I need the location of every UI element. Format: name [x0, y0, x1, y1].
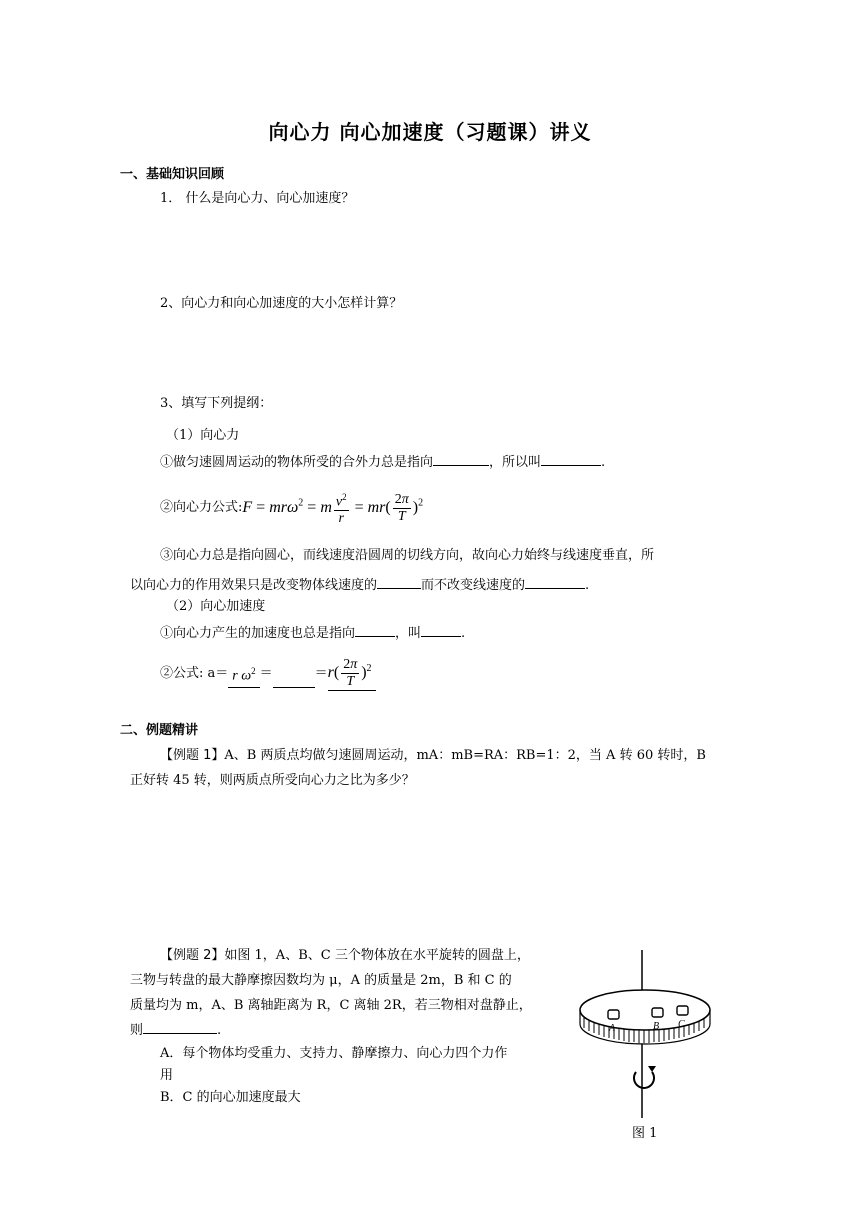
blank-field[interactable] [355, 622, 395, 637]
question-1: 1． 什么是向心力、向心加速度？ [160, 191, 355, 206]
blank-field[interactable] [525, 574, 585, 589]
example-1-tag: 【例题 1】 [160, 748, 225, 763]
figure-caption: 图 1 [632, 1126, 658, 1141]
fraction-2pi-T: $\frac{2\pi}{T}$ [394, 491, 409, 524]
item-4-text-b: ，叫 [395, 626, 422, 641]
section-heading-2: 二、例题精讲 [120, 723, 199, 738]
subheading-centripetal-force: （1）向心力 [166, 428, 240, 443]
accel-formula-a: r $\omega^2$ [228, 660, 259, 689]
fraction-v2-r: $\frac{v^2}{r}$ [334, 489, 349, 528]
blank-field[interactable] [433, 451, 489, 466]
label-b: B [653, 1021, 660, 1032]
section-heading-1: 一、基础知识回顾 [120, 167, 225, 182]
example-2-tag: 【例题 2】 [160, 948, 225, 963]
example-2-text-end: . [217, 1023, 222, 1038]
item-3-text-a: 以向心力的作用效果只是改变物体线速度的 [130, 578, 378, 593]
option-b: B．C 的向心加速度最大 [160, 1090, 301, 1105]
answer-blank[interactable] [143, 1019, 217, 1034]
question-3: 3、填写下列提纲： [160, 396, 273, 411]
item-3-text-c: . [585, 578, 590, 593]
item-4 [160, 622, 465, 645]
item-4-text-a: ①向心力产生的加速度也总是指向 [160, 626, 356, 641]
fraction-2pi-T-accel: $\frac{2\pi}{T}$ [343, 657, 358, 689]
example-2-line-4 [130, 1019, 221, 1042]
rotating-disc-figure [570, 950, 720, 1120]
example-2-text-then: 则 [130, 1023, 144, 1038]
option-a-line-1: A．每个物体均受重力、支持力、静摩擦力、向心力四个力作 [160, 1046, 508, 1061]
example-1-text: A、B 两质点均做匀速圆周运动，mA：mB=RA：RB=1：2，当 A 转 60 转时，B [224, 748, 706, 763]
page-title: 向心力 向心加速度（习题课）讲义 [268, 120, 592, 144]
item-5-label: ②公式: a＝ [160, 666, 229, 681]
item-1-text-c: . [601, 455, 606, 470]
label-a: A [609, 1023, 616, 1034]
blank-field[interactable] [377, 574, 421, 589]
force-formula: F = mrω$^2$ = m $\frac{v^2}{r}$ = mr( $\frac{2\pi}{T}$ )$^2$ [242, 489, 423, 528]
example-2-line-1 [160, 945, 530, 967]
item-3-text-b: 而不改变线速度的 [421, 578, 526, 593]
item-1 [160, 451, 605, 474]
item-5-eq2: ＝ [314, 666, 328, 681]
example-2-text: 如图 1，A、B、C 三个物体放在水平旋转的圆盘上， [224, 948, 530, 963]
example-2-line-3: 质量均为 m，A、B 离轴距离为 R，C 离轴 2R，若三物相对盘静止， [130, 998, 532, 1013]
item-5-formula [160, 652, 376, 696]
question-2: 2、向心力和向心加速度的大小怎样计算？ [160, 296, 403, 311]
item-3-line-1: ③向心力总是指向圆心，而线速度沿圆周的切线方向，故向心力始终与线速度垂直，所 [160, 548, 655, 563]
option-a-line-2: 用 [160, 1068, 174, 1083]
accel-formula-b: r( $\frac{2\pi}{T}$ )$^2$ [328, 657, 376, 691]
subheading-centripetal-acceleration: （2）向心加速度 [166, 599, 266, 614]
blank-field[interactable] [541, 451, 601, 466]
label-c: C [678, 1019, 685, 1030]
example-1-line-2: 正好转 45 转，则两质点所受向心力之比为多少？ [130, 773, 415, 788]
blank-field[interactable] [421, 622, 461, 637]
item-2-label: ②向心力公式: [160, 500, 243, 515]
item-4-text-c: . [461, 626, 466, 641]
item-3-line-2 [130, 574, 589, 597]
blank-field[interactable] [273, 673, 315, 688]
example-2-line-2: 三物与转盘的最大静摩擦因数均为 μ，A 的质量是 2m，B 和 C 的 [130, 973, 512, 988]
item-5-eq: ＝ [259, 666, 273, 681]
item-2-formula [160, 486, 423, 530]
example-1-line-1 [160, 745, 706, 767]
item-1-text-a: ①做匀速圆周运动的物体所受的合外力总是指向 [160, 455, 434, 470]
item-1-text-b: ，所以叫 [489, 455, 542, 470]
